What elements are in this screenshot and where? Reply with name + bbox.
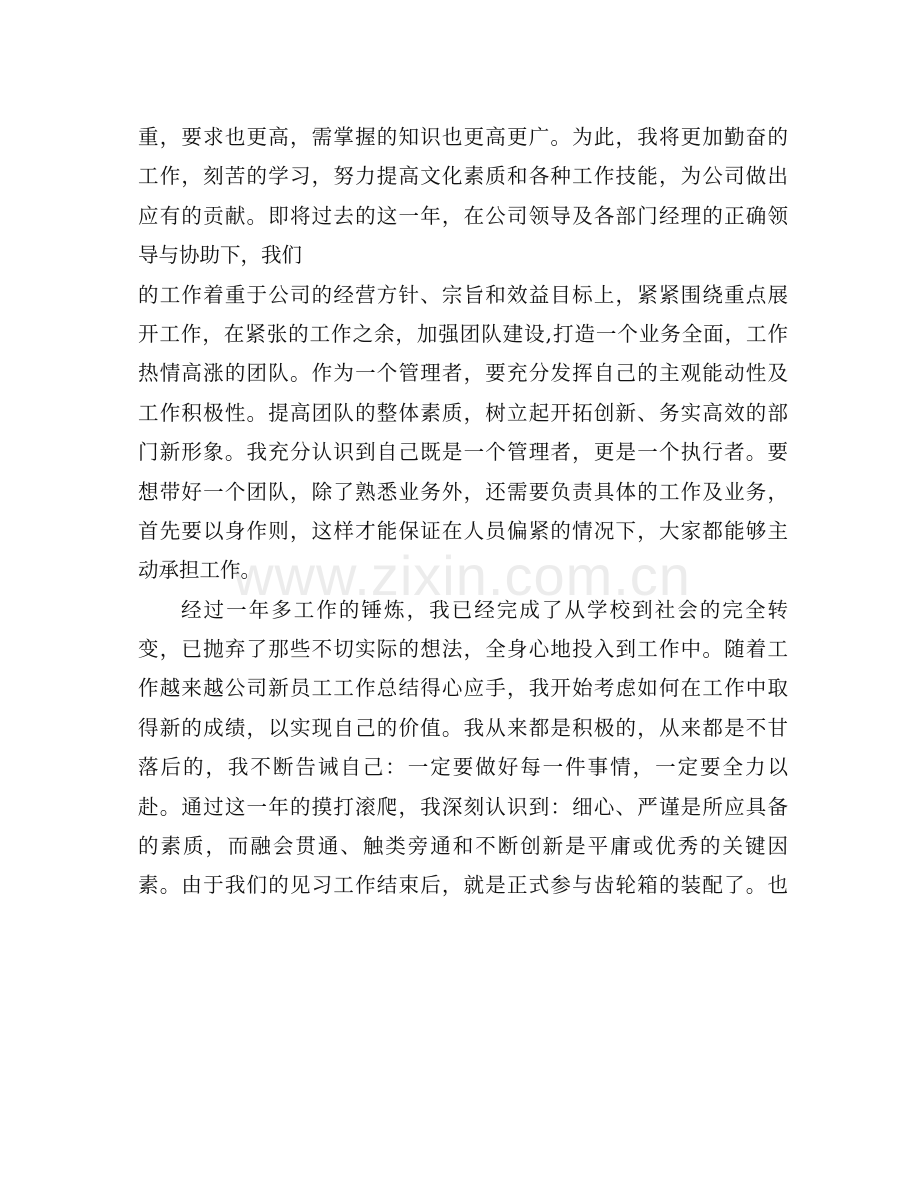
text-line: 开工作，在紧张的工作之余，加强团队建设,打造一个业务全面，工作 xyxy=(138,321,788,346)
text-line: 导与协助下，我们 xyxy=(138,243,302,268)
text-line: 应有的贡献。即将过去的这一年，在公司领导及各部门经理的正确领 xyxy=(138,203,788,228)
watermark: www.zixin.com.cn xyxy=(233,544,691,607)
text-line: 得新的成绩，以实现自己的价值。我从来都是积极的，从来都是不甘 xyxy=(138,715,788,740)
text-line: 动承担工作。 xyxy=(138,558,261,583)
text-line: 的工作着重于公司的经营方针、宗旨和效益目标上，紧紧围绕重点展 xyxy=(138,282,788,307)
text-line: 作越来越公司新员工工作总结得心应手，我开始考虑如何在工作中取 xyxy=(138,676,788,701)
text-line: 门新形象。我充分认识到自己既是一个管理者，更是一个执行者。要 xyxy=(138,440,788,465)
text-line: 落后的，我不断告诫自己：一定要做好每一件事情，一定要全力以 xyxy=(138,755,788,780)
text-line: 想带好一个团队，除了熟悉业务外，还需要负责具体的工作及业务， xyxy=(138,479,788,504)
text-line: 工作，刻苦的学习，努力提高文化素质和各种工作技能，为公司做出 xyxy=(138,164,788,189)
text-line: 变，已抛弃了那些不切实际的想法，全身心地投入到工作中。随着工 xyxy=(138,637,788,662)
text-line: 经过一年多工作的锤炼，我已经完成了从学校到社会的完全转 xyxy=(181,597,788,622)
text-line: 素。由于我们的见习工作结束后，就是正式参与齿轮箱的装配了。也 xyxy=(138,873,788,898)
text-line: 工作积极性。提高团队的整体素质，树立起开拓创新、务实高效的部 xyxy=(138,400,788,425)
text-line: 赴。通过这一年的摸打滚爬，我深刻认识到：细心、严谨是所应具备 xyxy=(138,794,788,819)
body-text xyxy=(138,118,788,906)
text-line: 首先要以身作则，这样才能保证在人员偏紧的情况下，大家都能够主 xyxy=(138,518,788,543)
text-line: 热情高涨的团队。作为一个管理者，要充分发挥自己的主观能动性及 xyxy=(138,361,788,386)
text-line: 重，要求也更高，需掌握的知识也更高更广。为此，我将更加勤奋的 xyxy=(138,125,788,149)
text-line: 的素质，而融会贯通、触类旁通和不断创新是平庸或优秀的关键因 xyxy=(138,834,788,859)
